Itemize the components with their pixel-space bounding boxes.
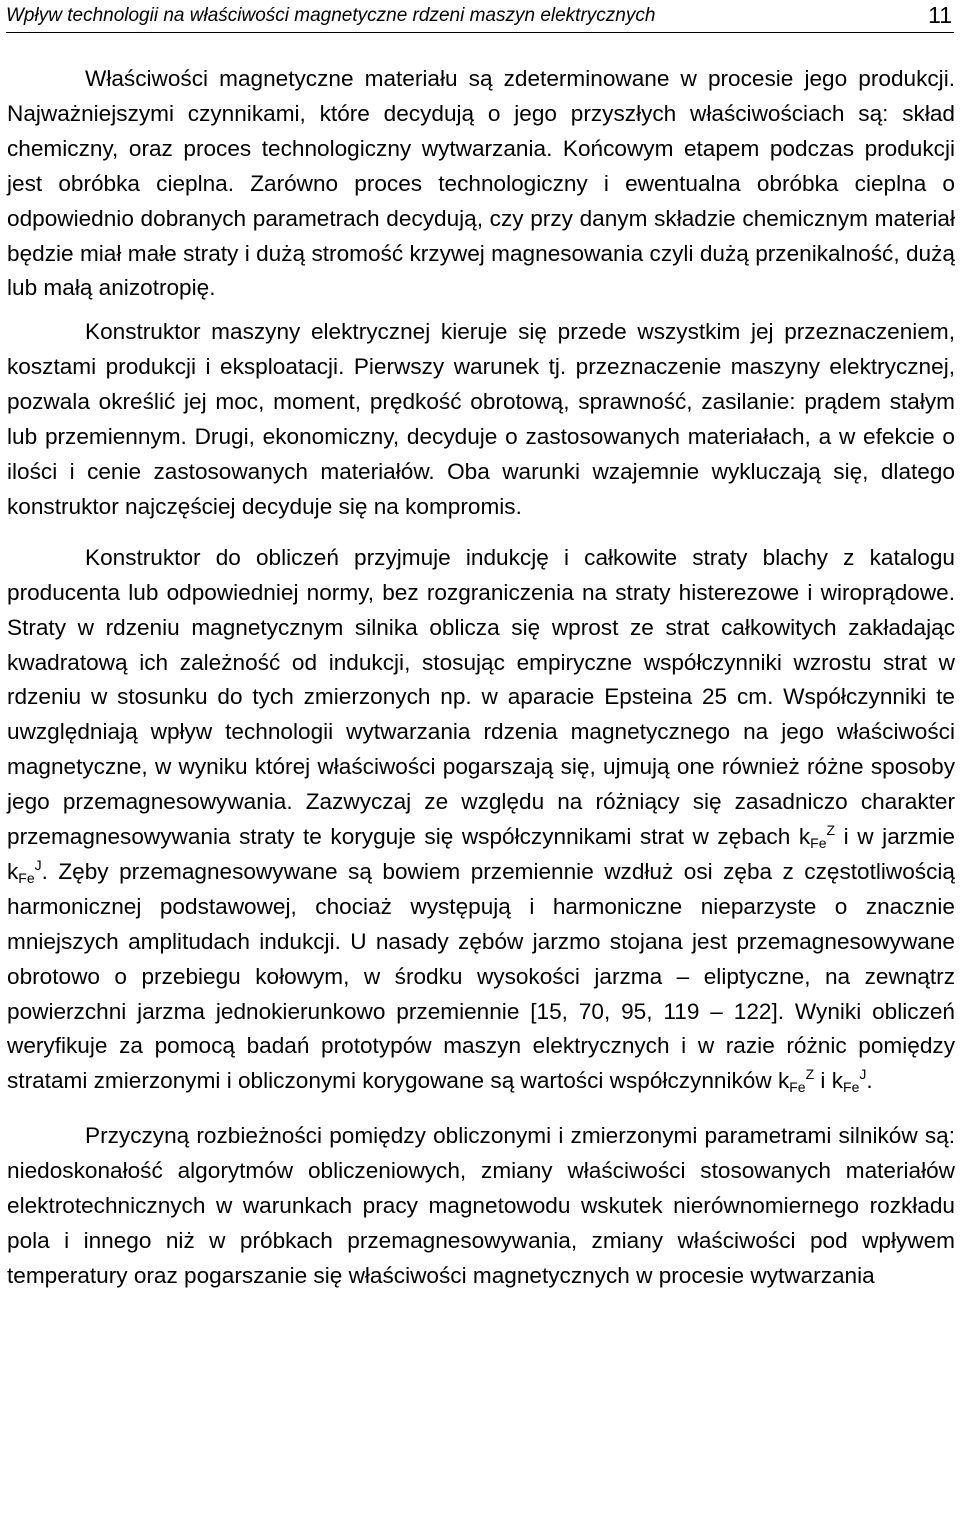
main-text — [7, 62, 955, 1294]
superscript-z: Z — [805, 1066, 815, 1083]
text-run: . — [866, 1068, 873, 1094]
text-run: Konstruktor do obliczeń przyjmuje indukcję i całkowite straty blachy z katalogu producenta lub odpowiedniej normy, bez rozgraniczenia na straty histerezowe i wiroprądowe. Straty w rdzeniu magnetycznym silnika oblicza się wprost ze strat całkowitych zakładając kwadratową ich zależność od indukcji, stosując empiryczne współczynniki wzrostu strat w rdzeniu w stosunku do tych zmierzonych np. w aparacie Epsteina 25 cm. Współczynniki te uwzględniają wpływ technologii wytwarzania rdzenia magnetycznego na jego właściwości magnetyczne, w wyniku której właściwości pogarszają się, ujmują one również różne sposoby jego przemagnesowywania. Zazwyczaj ze względu na różniący się zasadniczo charakter przemagnesowywania straty te koryguje się współczynnikami strat w zębach k — [7, 544, 955, 850]
paragraph-designer: Konstruktor maszyny elektrycznej kieruje się przede wszystkim jej przeznaczeniem, kosztami produkcji i eksploatacji. Pierwszy warunek tj. przeznaczenie maszyny elektrycznej, pozwala określić jej moc, moment, prędkość obrotową, sprawność, zasilanie: prądem stałym lub przemiennym. Drugi, ekonomiczny, decyduje o zastosowanych materiałach, a w efekcie o ilości i cenie zastosowanych materiałów. Oba warunki wzajemnie wykluczają się, dlatego konstruktor najczęściej decyduje się na kompromis. — [7, 319, 955, 519]
text-run: i k — [814, 1068, 844, 1094]
subscript-fe: Fe — [843, 1079, 860, 1096]
superscript-j: J — [34, 856, 42, 873]
subscript-fe: Fe — [789, 1079, 806, 1096]
superscript-z: Z — [826, 822, 836, 839]
running-header — [6, 2, 954, 33]
subscript-fe: Fe — [810, 835, 827, 852]
text-run: k — [777, 1068, 790, 1094]
page-number: 11 — [928, 2, 952, 28]
text-run: i w jarzmie k — [7, 824, 955, 884]
paragraph-materials: Właściwości magnetyczne materiału są zdeterminowane w procesie jego produkcji. Najważniejszymi czynnikami, które decydują o jego przyszłych właściwościach są: skład chemiczny, oraz proces technologiczny wytwarzania. Końcowym etapem podczas produkcji jest obróbka cieplna. Zarówno proces technologiczny i ewentualna obróbka cieplna o odpowiednio dobranych parametrach decydują, czy przy danym składzie chemicznym materiał będzie miał małe straty i dużą stromość krzywej magnesowania czyli dużą przenikalność, dużą lub małą anizotropię. — [7, 66, 955, 301]
superscript-j: J — [859, 1066, 867, 1083]
paragraph-discrepancies: Przyczyną rozbieżności pomiędzy obliczonymi i zmierzonymi parametrami silników są: niedoskonałość algorytmów obliczeniowych, zmiany właściwości stosowanych materiałów elektrotechnicznych w warunkach pracy magnetowodu wskutek nierównomiernego rozkładu pola i innego niż w próbkach przemagnesowywania, zmiany właściwości pod wpływem temperatury oraz pogarszanie się właściwości magnetycznych w procesie wytwarzania — [7, 1123, 955, 1288]
paragraph-loss-coefficients — [7, 541, 955, 1100]
text-run: . Zęby przemagnesowywane są bowiem przemiennie wzdłuż osi zęba z częstotliwością harmonicznej podstawowej, chociaż występują i harmoniczne nieparzyste o znacznie mniejszych amplitudach indukcji. U nasady zębów jarzmo stojana jest przemagnesowywane obrotowo o przebiegu kołowym, w środku wysokości jarzma – eliptyczne, na zewnątrz powierzchni jarzma jednokierunkowo przemiennie [15, 70, 95, 119 – 122]. Wyniki obliczeń weryfikuje za pomocą badań prototypów maszyn elektrycznych i w razie różnic pomiędzy stratami zmierzonymi i obliczonymi korygowane są wartości współczynników — [7, 858, 955, 1094]
running-title: Wpływ technologii na właściwości magnetyczne rdzeni maszyn elektrycznych — [6, 5, 656, 26]
subscript-fe: Fe — [18, 869, 35, 886]
